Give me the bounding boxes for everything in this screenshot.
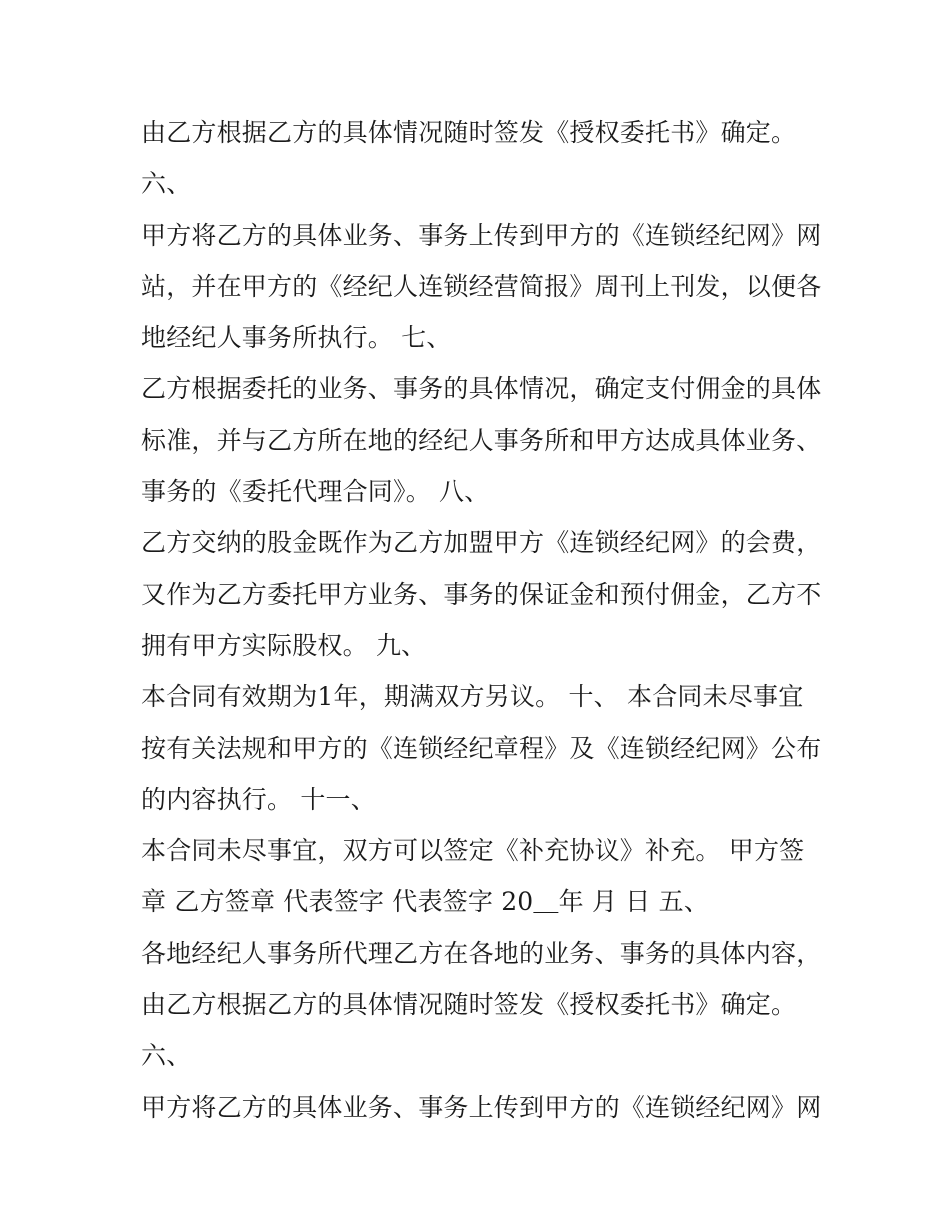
text-line: 地经纪人事务所执行。 七、 [141,323,452,353]
text-line: 标准，并与乙方所在地的经纪人事务所和甲方达成具体业务、 [141,425,822,455]
text-line: 甲方将乙方的具体业务、事务上传到甲方的《连锁经纪网》网 [141,220,822,250]
text-line: 章 乙方签章 代表签字 代表签字 20＿年 月 日 五、 [141,887,710,917]
text-line: 拥有甲方实际股权。 九、 [141,630,427,660]
text-line: 站，并在甲方的《经纪人连锁经营简报》周刊上刊发，以便各 [141,271,822,301]
text-line: 甲方将乙方的具体业务、事务上传到甲方的《连锁经纪网》网 [141,1092,822,1122]
text-line: 的内容执行。 十一、 [141,784,376,814]
text-line: 按有关法规和甲方的《连锁经纪章程》及《连锁经纪网》公布 [141,733,822,763]
text-line: 由乙方根据乙方的具体情况随时签发《授权委托书》确定。 [141,118,797,147]
text-line: 乙方根据委托的业务、事务的具体情况，确定支付佣金的具体 [141,374,822,404]
text-line: 各地经纪人事务所代理乙方在各地的业务、事务的具体内容， [141,938,822,968]
text-line: 又作为乙方委托甲方业务、事务的保证金和预付佣金，乙方不 [141,579,822,609]
text-line: 事务的《委托代理合同》。 八、 [141,477,490,507]
text-line: 本合同有效期为1年，期满双方另议。 十、 本合同未尽事宜 [141,682,804,712]
text-line: 六、 [141,169,192,199]
text-line: 由乙方根据乙方的具体情况随时签发《授权委托书》确定。 [141,990,797,1020]
document-body [141,107,831,1133]
text-line: 乙方交纳的股金既作为乙方加盟甲方《连锁经纪网》的会费， [141,528,822,558]
text-line: 本合同未尽事宜，双方可以签定《补充协议》补充。 甲方签 [141,836,805,866]
text-line: 六、 [141,1041,192,1071]
